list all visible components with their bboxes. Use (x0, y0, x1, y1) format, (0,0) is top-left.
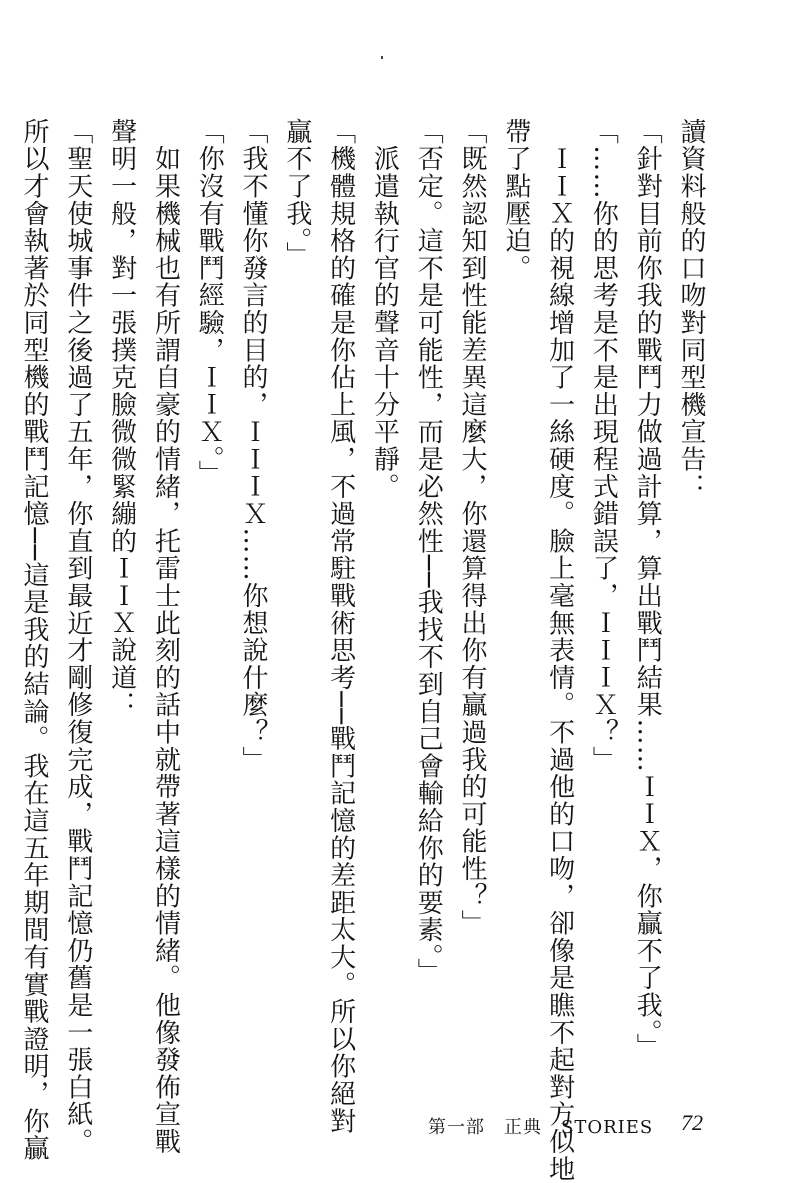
text-line: 「針對目前你我的戰鬥力做過計算，算出戰鬥結果……ＩＩＸ，你贏不了我。」 (632, 118, 663, 1061)
text-line: 贏不了我。」 (281, 118, 312, 269)
section-label: 第一部 正典 STORIES (428, 1117, 654, 1138)
text-line: 所以才會執著於同型機的戰鬥記憶──這是我的結論。我在這五年期間有實戰證明，你贏 (19, 118, 50, 1163)
text-line: 「否定。這不是可能性，而是必然性──我找不到自己會輸給你的要素。」 (413, 118, 444, 986)
text-line: 「我不懂你發言的目的，ＩＩＩＸ……你想說什麼？」 (238, 118, 269, 774)
text-line: ＩＩＸ的視線增加了一絲硬度。臉上毫無表情。不過他的口吻，卻像是瞧不起對方似地 (544, 118, 575, 1183)
text-line: 派遣執行官的聲音十分平靜。 (369, 118, 400, 501)
text-line: 「聖天使城事件之後過了五年，你直到最近才剛修復完成，戰鬥記憶仍舊是一張白紙。 (62, 118, 93, 1156)
text-line: 「既然認知到性能差異這麼大，你還算得出你有贏過我的可能性？」 (457, 118, 488, 937)
text-line: 如果機械也有所謂自豪的情緒，托雷士此刻的話中就帶著這樣的情緒。他像發佈宣戰 (150, 118, 181, 1156)
text-line: 「你沒有戰鬥經驗，ＩＩＸ。」 (194, 118, 225, 488)
page-number: 72 (681, 1110, 703, 1135)
text-line: 帶了點壓迫。 (500, 118, 531, 282)
text-line: 讀資料般的口吻對同型機宣告： (676, 118, 706, 501)
text-line: 聲明一般，對一張撲克臉微微緊繃的ＩＩＸ說道： (106, 118, 137, 719)
scan-mark (381, 56, 383, 59)
page-footer (0, 1110, 800, 1143)
text-line: 「機體規格的確是你佔上風，不過常駐戰術思考──戰鬥記憶的差距太大。所以你絕對 (325, 118, 356, 1135)
text-line: 「……你的思考是不是出現程式錯誤了，ＩＩＩＸ？」 (588, 118, 619, 774)
